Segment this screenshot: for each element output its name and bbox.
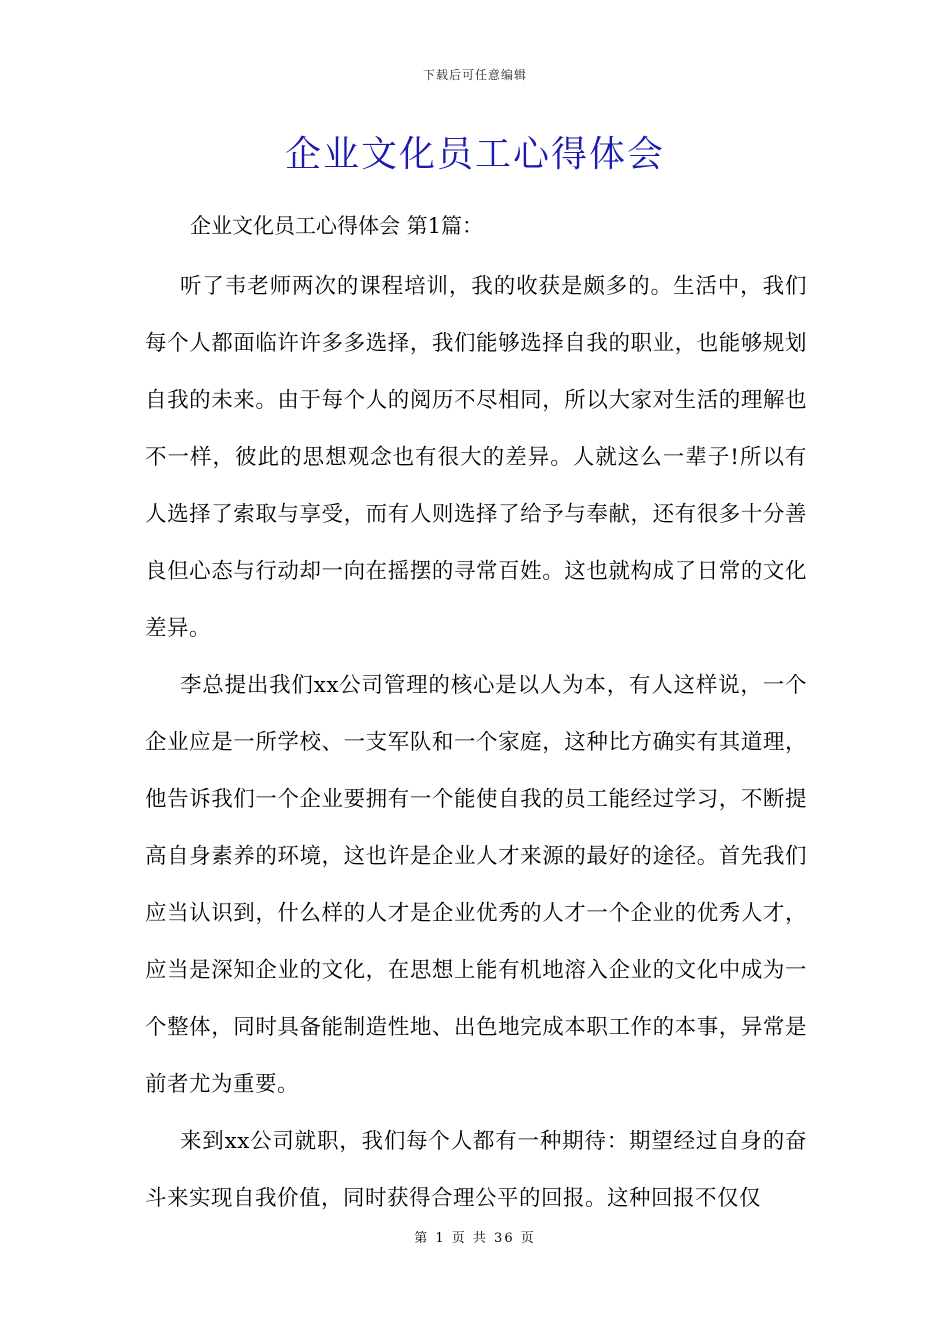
paragraph: 李总提出我们xx公司管理的核心是以人为本，有人这样说，一个企业应是一所学校、一支军队和一个家庭，这种比方确实有其道理，他告诉我们一个企业要拥有一个能使自我的员工能经过学习，不断提高自身素养的环境，这也许是企业人才来源的最好的途径。首先我们应当认识到，什么样的人才是企业优秀的人才一个企业的优秀人才，应当是深知企业的文化，在思想上能有机地溶入企业的文化中成为一个整体，同时具备能制造性地、出色地完成本职工作的本事，异常是前者尤为重要。: [145, 673, 807, 1097]
header-note: 下载后可任意编辑: [422, 68, 527, 82]
document-body: [145, 258, 807, 1227]
paragraph: 来到xx公司就职，我们每个人都有一种期待：期望经过自身的奋斗来实现自我价值，同时获得合理公平的回报。这种回报不仅仅: [145, 1129, 807, 1211]
paragraph: 听了韦老师两次的课程培训，我的收获是颇多的。生活中，我们每个人都面临许许多多选择，我们能够选择自我的职业，也能够规划自我的未来。由于每个人的阅历不尽相同，所以大家对生活的理解也不一样，彼此的思想观念也有很大的差异。人就这么一辈子!所以有人选择了索取与享受，而有人则选择了给予与奉献，还有很多十分善良但心态与行动却一向在摇摆的寻常百姓。这也就构成了日常的文化差异。: [145, 274, 807, 641]
page-footer: 第 1 页 共 36 页: [414, 1231, 536, 1246]
document-subtitle: 企业文化员工心得体会 第1篇：: [190, 214, 484, 238]
document-title: 企业文化员工心得体会: [284, 134, 665, 175]
